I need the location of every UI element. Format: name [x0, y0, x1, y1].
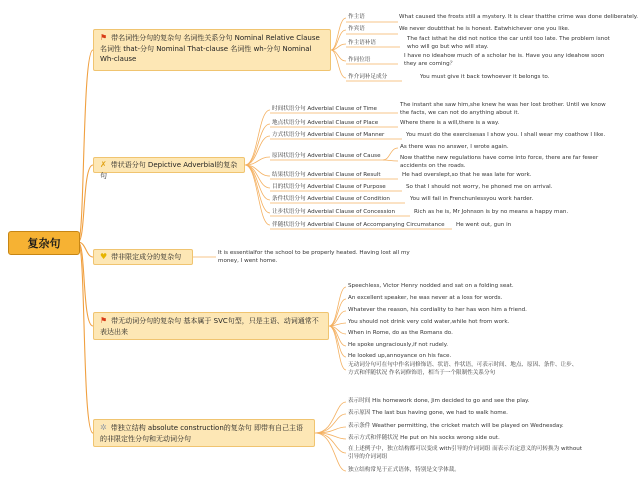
topic-absolute-label: 带独立结构 absolute construction的复杂句 即带有自己主语的非限定性分句和无动词分句 [100, 424, 304, 443]
adverbial-label-cause: 原因状语分句 Adverbial Clause of Cause [272, 153, 381, 159]
adverbial-example-result: He had overslept,so that he was late for work. [402, 172, 532, 178]
root-node[interactable] [8, 231, 80, 255]
adverbial-label-result: 结果状语分句 Adverbial Clause of Result [272, 172, 381, 178]
star-icon: ✲ [100, 423, 107, 432]
adverbial-example-accompanying: He went out, gun in [456, 222, 512, 228]
adverbial-label-place: 地点状语分句 Adverbial Clause of Place [272, 120, 379, 126]
topic-nominal-clause[interactable] [93, 29, 331, 71]
nonfinite-example-3: Whatever the reason, his cordiality to her has won him a friend. [348, 307, 527, 313]
topic-nominal-label: 带名词性分句的复杂句 名词性关系分句 Nominal Relative Clause 名词性 that-分句 Nominal That-clause 名词性 wh-分句 Nominal Wh-clause [100, 34, 320, 63]
nonfinite-example-2: An excellent speaker, he was never at a loss for words. [348, 295, 503, 301]
adverbial-label-manner: 方式状语分句 Adverbial Clause of Manner [272, 132, 385, 138]
restrictive-example: It is essentialfor the school to be properly heated. Having lost all my money, I went home. [218, 250, 410, 264]
nominal-label-object: 作宾语 [348, 26, 365, 32]
absolute-example-condition: 表示条件 Weather permitting, the cricket match will be played on Wednesday. [348, 423, 564, 429]
absolute-note-with: 在上述例子中，独立结构都可以变成 with引导的介词词组 而表示否定意义的可转换为 without引导的介词词组 [348, 446, 583, 460]
absolute-note-style: 独立结构常见于正式语体，特别是文学体裁。 [348, 467, 460, 473]
adverbial-label-purpose: 目的状语分句 Adverbial Clause of Purpose [272, 184, 386, 190]
nominal-example-appositive: I have no ideahow much of a scholar he is. Have you any ideahow soon they are coming？ [404, 53, 605, 67]
nonfinite-note: 无动词分句可在句中作名词修饰语、状语、作状语，可表示时间、地点、原因、条件、让步、方式和伴随状况 作名词修饰语，相当于一个限制性关系分句 [348, 362, 578, 376]
heart-icon: ♥ [100, 252, 108, 261]
adverbial-example-cause-1: As there was no answer, I wrote again. [400, 144, 509, 150]
adverbial-label-accompanying: 伴随状语分句 Adverbial Clause of Accompanying Circumstance [272, 222, 445, 228]
check-icon: ✗ [100, 160, 107, 169]
adverbial-label-concession: 让步状语分句 Adverbial Clause of Concession [272, 209, 396, 215]
flag-icon: ⚑ [100, 316, 108, 325]
nominal-label-subject: 作主语 [348, 14, 365, 20]
absolute-example-manner: 表示方式和伴随状况 He put on his socks wrong side out. [348, 435, 500, 441]
flag-icon: ⚑ [100, 33, 108, 42]
nominal-label-appositive: 作同位语 [348, 57, 371, 63]
adverbial-example-concession: Rich as he is, Mr Johnson is by no means a happy man. [414, 209, 569, 215]
topic-adverbial-label: 带状语分句 Depictive Adverbial的复杂句 [100, 161, 238, 180]
nonfinite-example-6: He spoke ungraciously,if not rudely. [348, 342, 449, 348]
adverbial-example-cause-2: Now thatthe new regulations have come into force, there are far fewer accidents on the roads. [400, 155, 599, 169]
nominal-label-prep-complement: 作介词补足成分 [348, 74, 388, 80]
root-label: 复杂句 [27, 237, 61, 250]
topic-verbless-clause[interactable] [93, 312, 329, 340]
adverbial-example-place: Where there is a will,there is a way. [400, 120, 500, 126]
nominal-example-object: We never doubtthat he is honest. Eatwhichever one you like. [399, 26, 570, 32]
topic-adverbial-clause[interactable] [93, 157, 245, 180]
absolute-example-cause: 表示原因 The last bus having gone, we had to walk home. [348, 410, 508, 416]
nominal-example-subject: What caused the frosts still a mystery. It is clear thatthe crime was done deliberately. [399, 14, 639, 20]
nonfinite-example-7: He looked up,annoyance on his face. [348, 353, 452, 359]
adverbial-example-purpose: So that I should not worry, he phoned me on arrival. [406, 184, 553, 190]
topic-restrictive-label: 带非限定成分的复杂句 [111, 253, 182, 261]
nonfinite-example-5: When in Rome, do as the Romans do. [348, 330, 453, 336]
nonfinite-example-1: Speechless, Victor Henry nodded and sat on a folding seat. [348, 283, 514, 289]
topic-nonfinite-label: 带无动词分句的复杂句 基本属于 SVC句型，只是主语、动词通常不表达出来 [100, 317, 319, 336]
topic-absolute-construction[interactable] [93, 419, 315, 447]
nonfinite-example-4: You should not drink very cold water,while hot from work. [348, 319, 510, 325]
nominal-label-complement: 作主语补语 [348, 40, 376, 46]
adverbial-example-time: The instant she saw him,she knew he was her lost brother. Until we know the facts, we can not do anything about it. [400, 102, 606, 116]
nominal-example-prep-complement: You must give it back towhoever it belongs to. [420, 74, 550, 80]
adverbial-example-condition: You will fail in Frenchunlessyou work harder. [410, 196, 534, 202]
absolute-example-time: 表示时间 His homework done, Jim decided to go and see the play. [348, 398, 530, 404]
adverbial-label-condition: 条件状语分句 Adverbial Clause of Condition [272, 196, 390, 202]
nominal-example-complement: The fact isthat he did not notice the car until too late. The problem isnot who will go but who will stay. [407, 36, 610, 50]
adverbial-label-time: 时间状语分句 Adverbial Clause of Time [272, 106, 377, 112]
adverbial-example-manner: You must do the exercisesas I show you. I shall wear my coathow I like. [406, 132, 606, 138]
topic-nonfinite-restrictive[interactable] [93, 249, 193, 265]
